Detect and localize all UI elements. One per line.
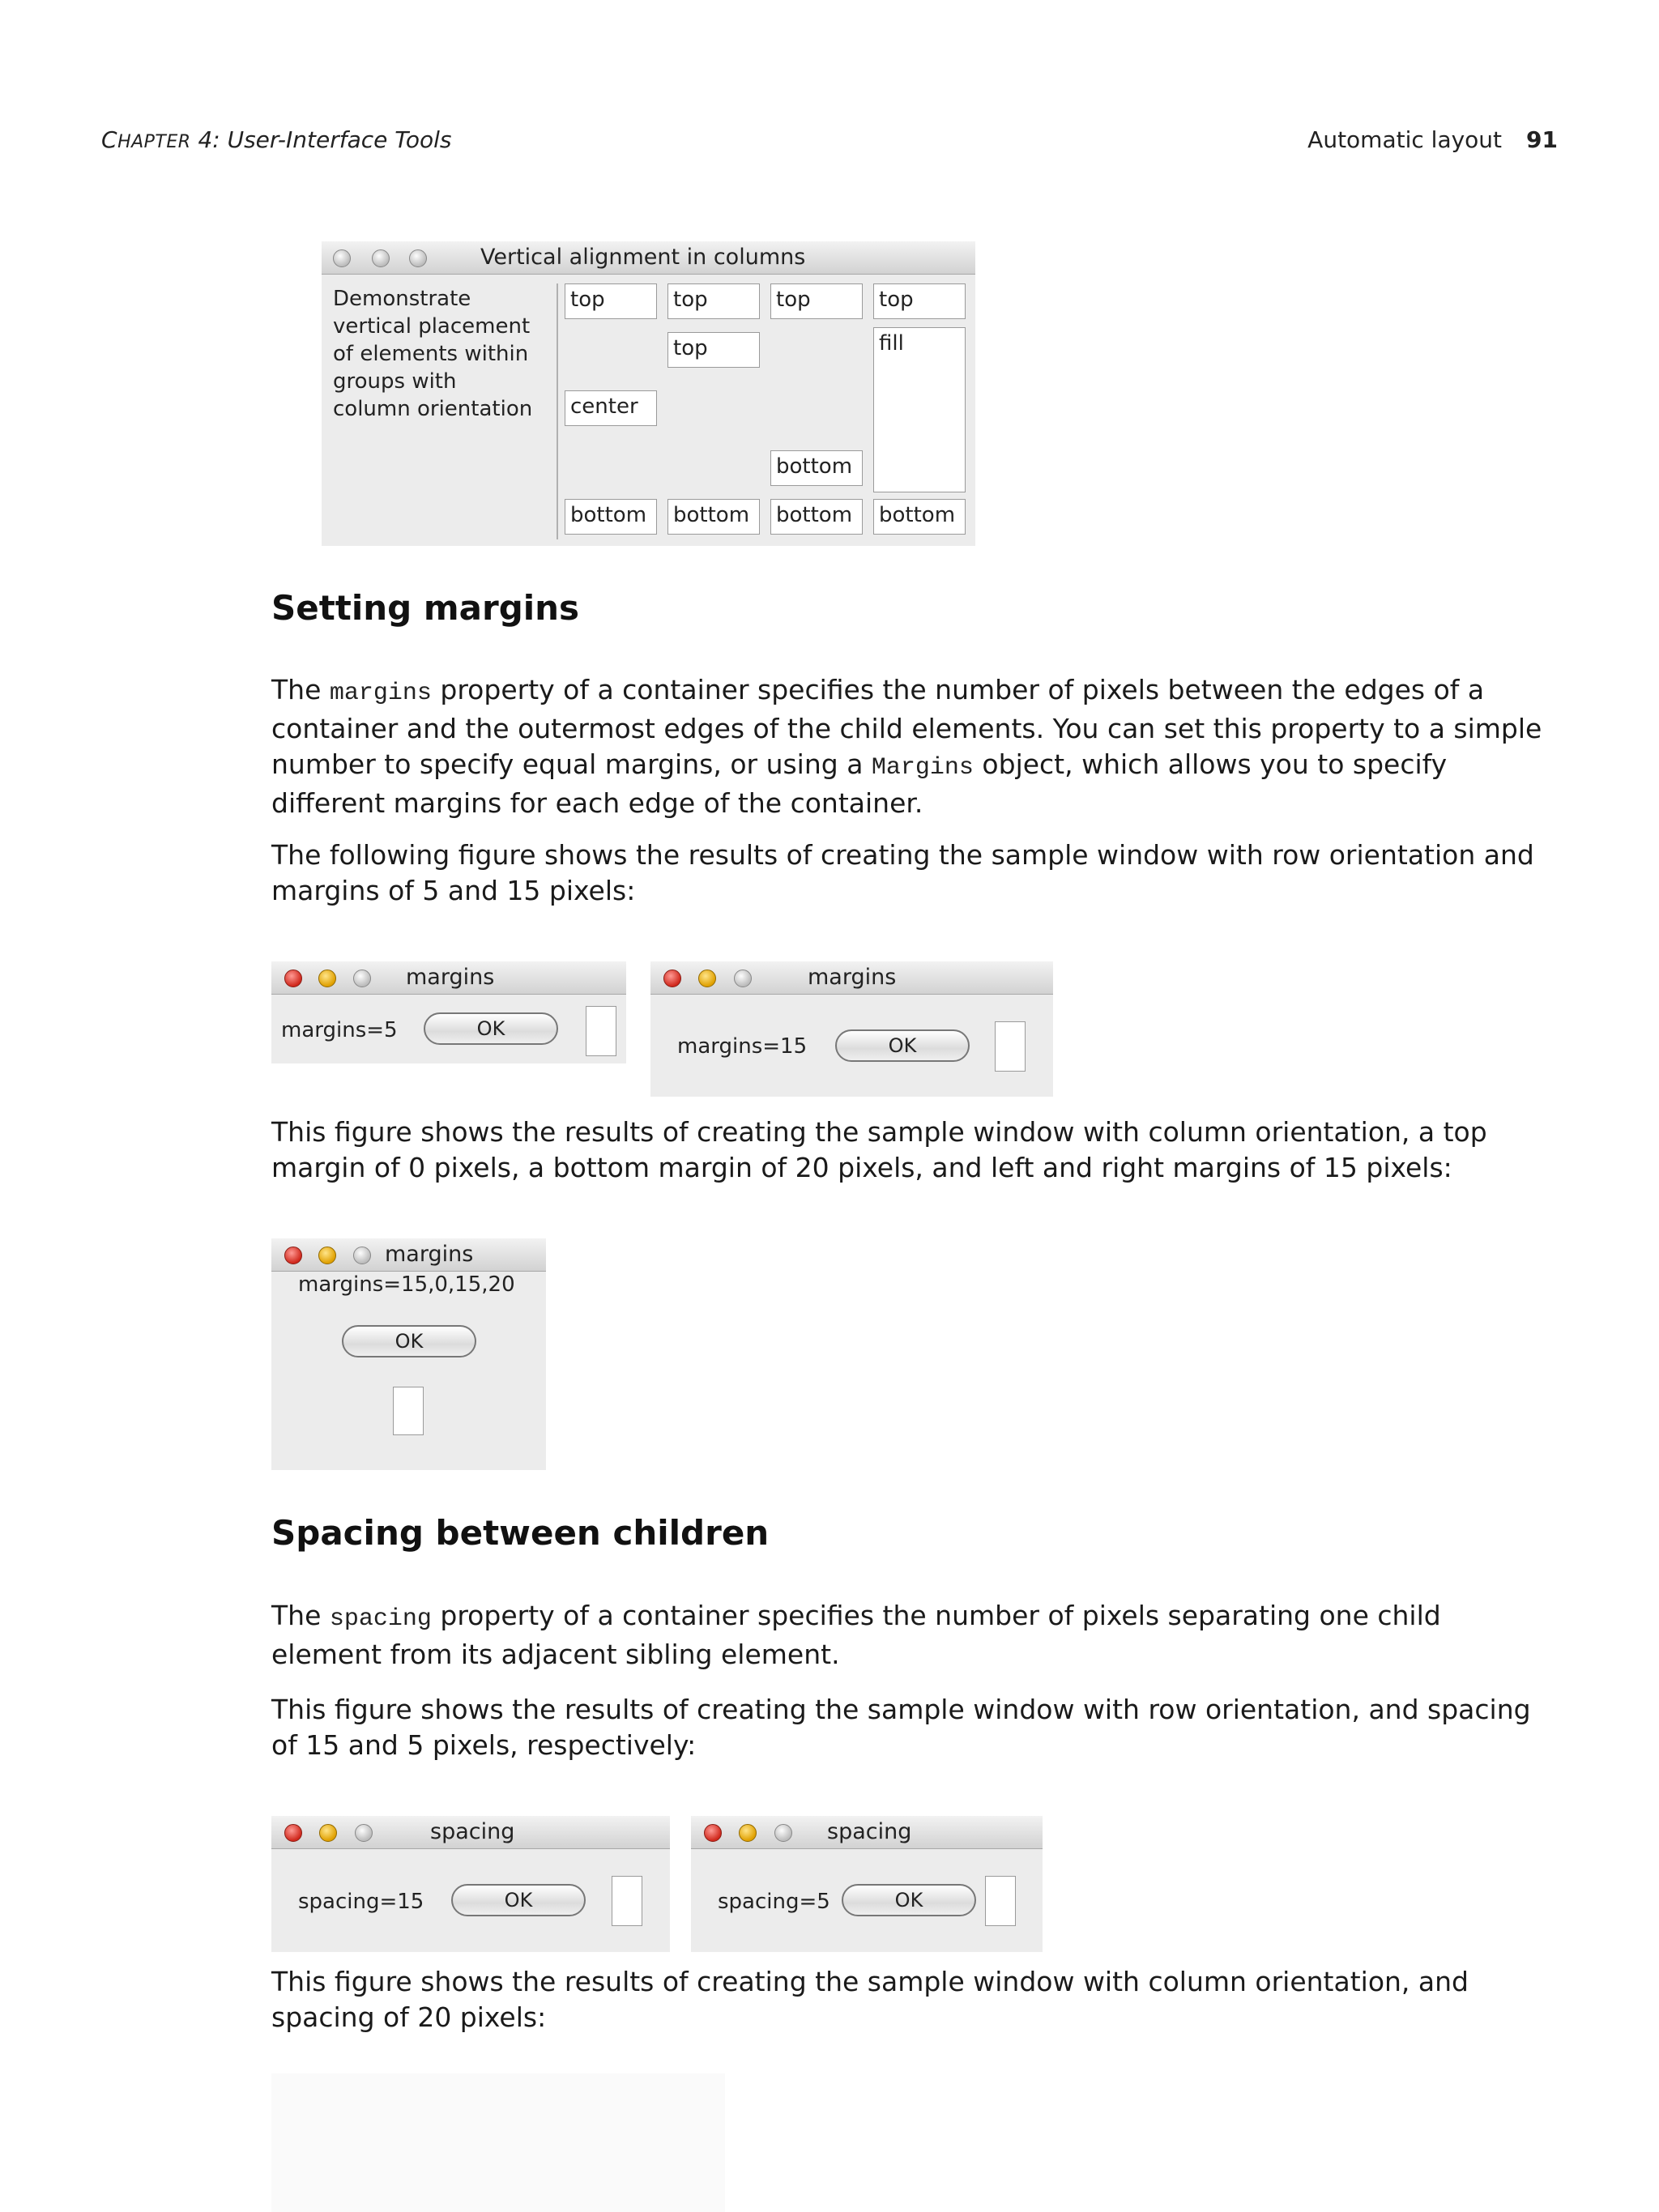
close-icon[interactable]: [704, 1824, 722, 1842]
spacing-row-paragraph: This figure shows the results of creating the sample window with row orientation, and spacing of 15 and 5 pixels, respectively:: [271, 1694, 1531, 1761]
text-run: object, which allows you to specify different margins for each edge of the container.: [271, 748, 1448, 819]
spacing-heading: Spacing between children: [271, 1513, 770, 1553]
spacing-15-window: [271, 1816, 670, 1952]
window-title: spacing: [827, 1819, 912, 1844]
ok-button[interactable]: OK: [342, 1325, 476, 1357]
zoom-icon[interactable]: [355, 1824, 373, 1842]
margins-column-window: [271, 1238, 546, 1470]
close-icon[interactable]: [333, 249, 351, 267]
code-margins: margins: [329, 680, 432, 707]
margins-15-window: [650, 961, 1053, 1097]
column-4-fill-field[interactable]: fill: [873, 327, 966, 492]
minimize-icon[interactable]: [319, 1824, 337, 1842]
margins-row-paragraph: The following figure shows the results of creating the sample window with row orientation and margins of 5 and 15 pixels:: [271, 839, 1534, 906]
zoom-icon[interactable]: [734, 970, 752, 987]
zoom-icon[interactable]: [409, 249, 427, 267]
empty-field[interactable]: [995, 1021, 1026, 1072]
text-run: property of a container specifies the number of pixels separating one child element from its adjacent sibling element.: [271, 1600, 1441, 1670]
minimize-icon[interactable]: [739, 1824, 757, 1842]
title-bar: [271, 1238, 546, 1272]
column-1-top-field[interactable]: top: [565, 283, 657, 319]
close-icon[interactable]: [284, 1247, 302, 1264]
title-bar: [271, 1816, 670, 1849]
margins-label: margins=5: [281, 1018, 398, 1042]
description-line: Demonstrate: [333, 287, 471, 311]
close-icon[interactable]: [284, 1824, 302, 1842]
column-1-center-field[interactable]: center: [565, 390, 657, 426]
close-icon[interactable]: [284, 970, 302, 987]
window-title: spacing: [430, 1819, 515, 1844]
chapter-title: 4: User-Interface Tools: [190, 126, 452, 153]
column-1-bottom-field[interactable]: bottom: [565, 499, 657, 535]
column-2-bottom-field[interactable]: bottom: [667, 499, 760, 535]
margins-column-paragraph: This figure shows the results of creating the sample window with column orientation, a top margin of 0 pixels, a bottom margin of 20 pixels, and left and right margins of 15 pixels:: [271, 1116, 1487, 1183]
spacing-5-window: [691, 1816, 1043, 1952]
margins-5-window: [271, 961, 626, 1063]
window-title: margins: [406, 965, 495, 990]
spacing-label: spacing=5: [718, 1890, 830, 1914]
minimize-icon[interactable]: [372, 249, 390, 267]
text-run: property of a container specifies the number of pixels between the edges of a container and the outermost edges of the child elements. You can set this property to a simple number to specify equal margins, or using a: [271, 674, 1542, 780]
section-name: Automatic layout: [1307, 126, 1503, 153]
column-4-top-field[interactable]: top: [873, 283, 966, 319]
code-margins-object: Margins: [871, 754, 974, 782]
window-title: Vertical alignment in columns: [480, 245, 806, 270]
empty-field[interactable]: [612, 1876, 642, 1926]
window-title: margins: [808, 965, 897, 990]
title-bar: [322, 241, 975, 275]
column-2-second-top-field[interactable]: top: [667, 332, 760, 368]
ok-button[interactable]: OK: [424, 1012, 558, 1045]
vertical-alignment-window: [322, 241, 975, 546]
margins-paragraph: [271, 672, 1559, 821]
zoom-icon[interactable]: [774, 1824, 792, 1842]
empty-field[interactable]: [985, 1876, 1016, 1926]
title-bar: [691, 1816, 1043, 1849]
empty-field[interactable]: [586, 1006, 616, 1056]
margins-label: margins=15,0,15,20: [298, 1272, 515, 1297]
setting-margins-heading: Setting margins: [271, 588, 580, 628]
minimize-icon[interactable]: [698, 970, 716, 987]
description-line: column orientation: [333, 397, 533, 421]
empty-field[interactable]: [393, 1387, 424, 1435]
margins-label: margins=15: [677, 1034, 808, 1059]
description-line: of elements within: [333, 342, 529, 366]
text-run: The: [271, 674, 330, 705]
column-2-top-field[interactable]: top: [667, 283, 760, 319]
description-line: groups with: [333, 369, 457, 394]
column-3-top-field[interactable]: top: [770, 283, 863, 319]
column-4-bottom-field[interactable]: bottom: [873, 499, 966, 535]
minimize-icon[interactable]: [318, 970, 336, 987]
title-bar: [271, 961, 626, 995]
code-spacing: spacing: [329, 1605, 432, 1633]
description-line: vertical placement: [333, 314, 531, 339]
minimize-icon[interactable]: [318, 1247, 336, 1264]
ok-button[interactable]: OK: [835, 1029, 970, 1062]
page-number: 91: [1526, 126, 1558, 153]
running-header-section: [1307, 126, 1558, 153]
zoom-icon[interactable]: [353, 970, 371, 987]
next-figure-backdrop: [271, 2073, 725, 2212]
ok-button[interactable]: OK: [451, 1884, 586, 1916]
close-icon[interactable]: [663, 970, 681, 987]
zoom-icon[interactable]: [353, 1247, 371, 1264]
group-divider: [557, 283, 558, 539]
ok-button[interactable]: OK: [842, 1884, 976, 1916]
window-title: margins: [385, 1242, 474, 1267]
running-header-chapter: [101, 126, 452, 153]
spacing-paragraph: [271, 1598, 1559, 1673]
description-text: [333, 285, 532, 423]
spacing-column-paragraph: This figure shows the results of creating the sample window with column orientation, and spacing of 20 pixels:: [271, 1966, 1469, 2033]
text-run: The: [271, 1600, 330, 1631]
chapter-word: CHAPTER: [101, 126, 191, 153]
spacing-label: spacing=15: [298, 1890, 424, 1914]
column-3-bottom-field[interactable]: bottom: [770, 450, 863, 486]
title-bar: [650, 961, 1053, 995]
column-3-bottom2-field[interactable]: bottom: [770, 499, 863, 535]
